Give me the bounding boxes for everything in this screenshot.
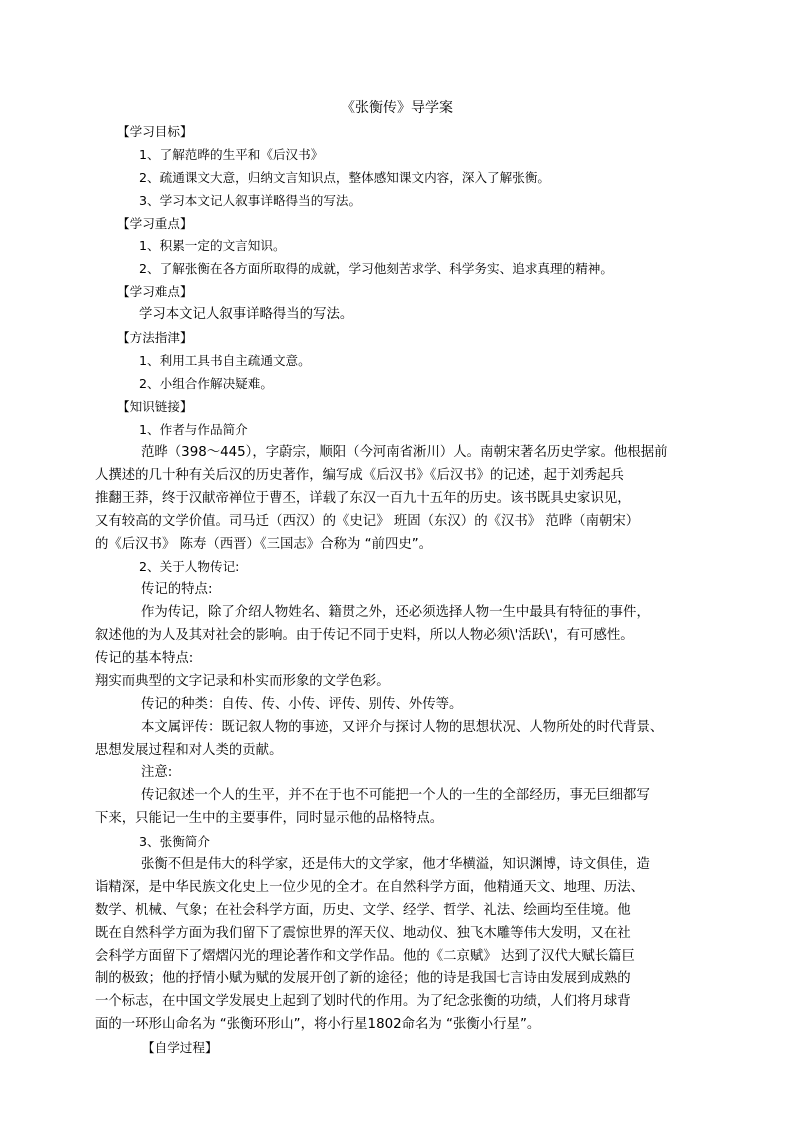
paragraph-line: 传记叙述一个人的生平，并不在于也不可能把一个人的一生的全部经历，事无巨细都写: [141, 788, 650, 804]
paragraph-line: 诣精深，是中华民族文化史上一位少见的全才。在自然科学方面，他精通天文、地理、历法、: [95, 879, 645, 895]
section-heading-methods: 【方法指津】: [117, 330, 193, 346]
subheading-zhangheng-intro: 3、张衡简介: [139, 834, 210, 850]
section-heading-knowledge: 【知识链接】: [117, 398, 193, 414]
paragraph-line: 数学、机械、气象；在社会科学方面，历史、文学、经学、哲学、礼法、绘画均至佳境。他: [95, 902, 631, 918]
paragraph-line: 人撰述的几十种有关后汉的历史著作，编写成《后汉书》《后汉书》的记述，起于刘秀起兵: [95, 467, 624, 483]
method-item-2: 2、小组合作解决疑难。: [139, 375, 273, 391]
paragraph-line: 翔实而典型的文字记录和朴实而形象的文学色彩。: [95, 673, 390, 689]
paragraph-line: 传记的种类：自传、传、小传、评传、别传、外传等。: [141, 696, 463, 712]
biography-basic-label: 传记的基本特点:: [95, 651, 194, 667]
paragraph-line: 叙述他的为人及其对社会的影响。由于传记不同于史料，所以人物必须\'活跃\'，有可感性。: [95, 628, 634, 644]
paragraph-line: 推翻王莽，终于汉献帝禅位于曹丕，详载了东汉一百九十五年的历史。该书既具史家识见，: [95, 490, 631, 506]
difficulty-text: 学习本文记人叙事详略得当的写法。: [139, 307, 354, 323]
objective-item-1: 1、了解范晔的生平和《后汉书》: [139, 146, 324, 162]
section-heading-key-points: 【学习重点】: [117, 215, 193, 231]
note-label: 注意:: [141, 765, 173, 781]
paragraph-line: 的《后汉书》 陈寿（西晋）《三国志》合称为 “前四史”。: [95, 536, 433, 552]
objective-item-3: 3、学习本文记人叙事详略得当的写法。: [139, 192, 362, 208]
paragraph-line: 既在自然科学方面为我们留下了震惊世界的浑天仪、地动仪、独飞木雕等伟大发明，又在社: [95, 925, 631, 941]
paragraph-line: 一个标志，在中国文学发展史上起到了划时代的作用。为了纪念张衡的功绩，人们将月球背: [95, 994, 631, 1010]
paragraph-line: 又有较高的文学价值。司马迁（西汉）的《史记》 班固（东汉）的《汉书》 范晔（南朝宋）: [95, 513, 640, 529]
key-point-item-2: 2、了解张衡在各方面所取得的成就，学习他刻苦求学、科学务实、追求真理的精神。: [139, 261, 613, 277]
section-heading-objectives: 【学习目标】: [117, 124, 193, 139]
paragraph-line: 下来，只能记一生中的主要事件，同时显示他的品格特点。: [95, 811, 444, 827]
author-paragraph: [95, 442, 685, 1060]
document-body: [117, 121, 685, 441]
paragraph-line: 本文属评传：既记叙人物的事迹，又评介与探讨人物的思想状况、人物所处的时代背景、: [141, 719, 664, 735]
key-point-item-1: 1、积累一定的文言知识。: [139, 238, 286, 254]
subheading-biography: 2、关于人物传记:: [139, 559, 240, 575]
paragraph-line: 作为传记，除了介绍人物姓名、籍贯之外，还必须选择人物一生中最具有特征的事件，: [141, 605, 650, 621]
paragraph-line: 范晔（398～445），字蔚宗，顺阳（今河南省淅川）人。南朝宋著名历史学家。他根据前: [141, 445, 668, 460]
subheading-author-intro: 1、作者与作品简介: [139, 421, 248, 437]
objective-item-2: 2、疏通课文大意，归纳文言知识点，整体感知课文内容，深入了解张衡。: [139, 169, 551, 185]
paragraph-line: 面的一环形山命名为 “张衡环形山”，将小行星1802命名为 “张衡小行星”。: [95, 1017, 541, 1033]
paragraph-line: 思想发展过程和对人类的贡献。: [95, 742, 283, 758]
paragraph-line: 制的极致；他的抒情小赋为赋的发展开创了新的途径；他的诗是我国七言诗由发展到成熟的: [95, 971, 631, 987]
method-item-1: 1、利用工具书自主疏通文意。: [139, 352, 311, 368]
document-title: 《张衡传》导学案: [341, 100, 453, 116]
biography-features-label: 传记的特点:: [141, 582, 213, 598]
paragraph-line: 张衡不但是伟大的科学家，还是伟大的文学家，他才华横溢，知识渊博，诗文俱佳，造: [141, 857, 650, 873]
section-heading-self-study: 【自学过程】: [142, 1040, 218, 1056]
paragraph-line: 会科学方面留下了熠熠闪光的理论著作和文学作品。他的《二京赋》 达到了汉代大赋长篇巨: [95, 948, 635, 964]
section-heading-difficulties: 【学习难点】: [117, 284, 193, 300]
